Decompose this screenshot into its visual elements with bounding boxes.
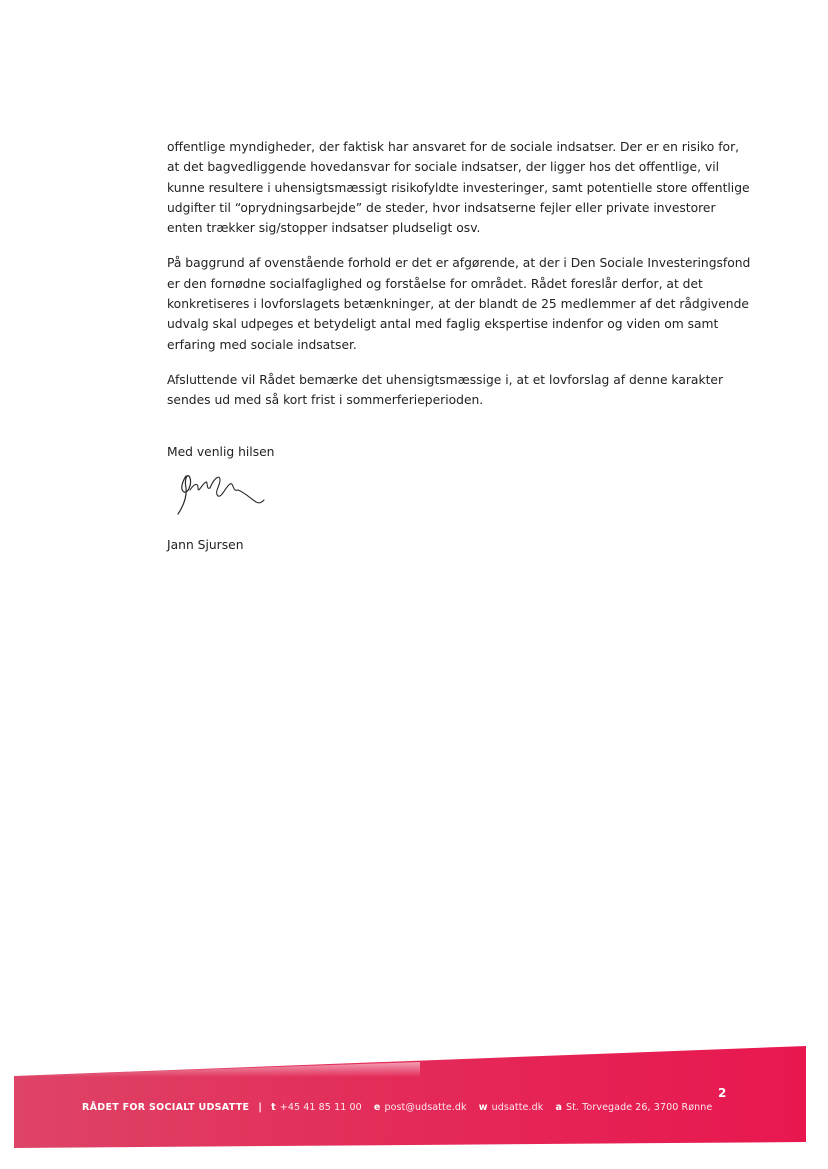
letter-body (167, 137, 752, 426)
closing-salutation: Med venlig hilsen (167, 445, 275, 459)
paragraph-1: offentlige myndigheder, der faktisk har ansvaret for de sociale indsatser. Der er en risiko for, at det bagvedliggende hovedansvar for sociale indsatser, der ligger hos det offentlige, vil kunne resultere i uhensigtsmæssigt risikofyldte investeringer, samt potentielle store offentlige udgifter til “oprydningsarbejde” de steder, hvor indsatserne fejler eller private investorer enten trækker sig/stopper indsatser pludseligt osv. (167, 140, 750, 236)
footer-org-name: RÅDET FOR SOCIALT UDSATTE (82, 1102, 250, 1113)
footer-email[interactable]: post@udsatte.dk (384, 1102, 467, 1113)
footer-phone[interactable]: +45 41 85 11 00 (279, 1102, 362, 1113)
paragraph-2: På baggrund af ovenstående forhold er det er afgørende, at der i Den Sociale Investeringsfond er den fornødne socialfaglighed og forståelse for området. Rådet foreslår derfor, at det konkretiseres i lovforslagets betænkninger, at der blandt de 25 medlemmer af det rådgivende udvalg skal udpeges et betydeligt antal med faglig ekspertise indenfor og viden om samt erfaring med sociale indsatser. (167, 256, 751, 352)
phone-key: t (271, 1102, 276, 1113)
footer-website[interactable]: udsatte.dk (491, 1102, 544, 1113)
address-key: a (555, 1102, 562, 1113)
signer-name: Jann Sjursen (167, 538, 244, 552)
page-number: 2 (718, 1086, 727, 1100)
web-key: w (478, 1102, 488, 1113)
footer-separator: | (258, 1102, 262, 1113)
email-key: e (373, 1102, 381, 1113)
handwritten-signature (172, 468, 267, 518)
footer-address: St. Torvegade 26, 3700 Rønne (565, 1102, 713, 1113)
paragraph-3: Afsluttende vil Rådet bemærke det uhensigtsmæssige i, at et lovforslag af denne karakter sendes ud med så kort frist i sommerferieperioden. (167, 372, 724, 408)
footer-contact-line (82, 1102, 712, 1113)
